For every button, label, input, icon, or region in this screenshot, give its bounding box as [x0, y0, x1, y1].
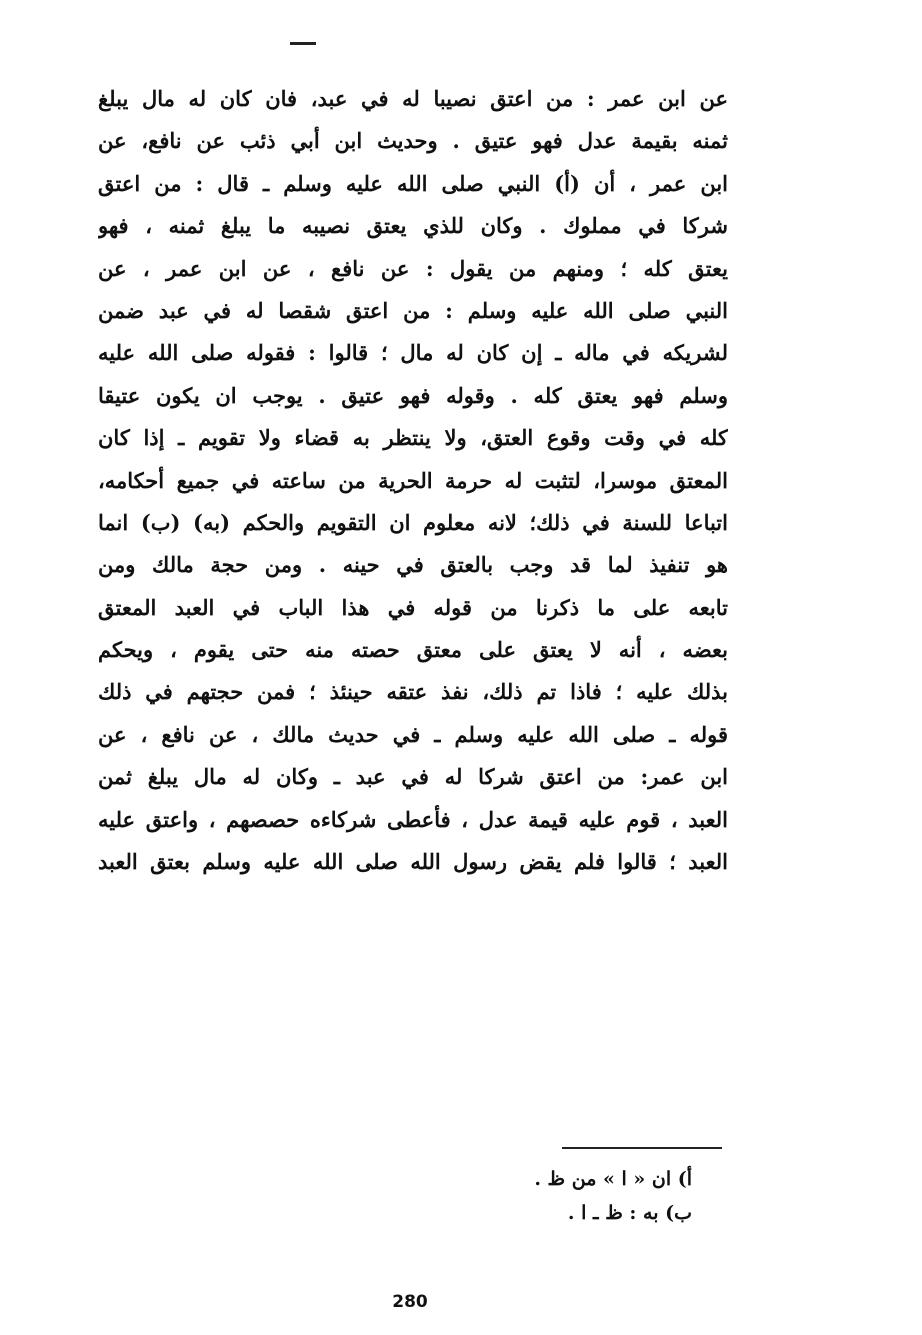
text-line: بذلك عليه ؛ فاذا تم ذلك، نفذ عتقه حينئذ ؛ فمن حجتهم في ذلك: [98, 679, 728, 705]
footnote-divider: [562, 1147, 722, 1149]
top-mark: [290, 42, 316, 45]
text-line: اتباعا للسنة في ذلك؛ لانه معلوم ان التقويم والحكم (به) (ب) انما: [98, 509, 728, 535]
text-line: العبد ؛ قالوا فلم يقض رسول الله صلى الله عليه وسلم بعتق العبد: [98, 849, 728, 875]
text-line: تابعه على ما ذكرنا من قوله في هذا الباب في العبد المعتق: [98, 594, 728, 620]
text-line: لشريكه في ماله ـ إن كان له مال ؛ قالوا : فقوله صلى الله عليه: [98, 340, 728, 366]
body-text: [98, 78, 728, 883]
text-line: ثمنه بقيمة عدل فهو عتيق . وحديث ابن أبي ذئب عن نافع، عن: [98, 128, 728, 154]
text-line: العبد ، قوم عليه قيمة عدل ، فأعطى شركاءه حصصهم ، واعتق عليه: [98, 806, 728, 832]
text-line: عن ابن عمر : من اعتق نصيبا له في عبد، فان كان له مال يبلغ: [98, 86, 728, 111]
text-line: بعضه ، أنه لا يعتق على معتق حصته منه حتى يقوم ، ويحكم: [98, 637, 728, 663]
text-line: ابن عمر ، أن (أ) النبي صلى الله عليه وسلم ـ قال : من اعتق: [98, 170, 728, 196]
page-number: 280: [392, 1292, 428, 1312]
text-line: كله في وقت وقوع العتق، ولا ينتظر به قضاء ولا تقويم ـ إذا كان: [98, 425, 728, 451]
footnote-a: أ) ان « ا » من ظ .: [534, 1168, 692, 1190]
text-line: هو تنفيذ لما قد وجب بالعتق في حينه . ومن حجة مالك ومن: [98, 552, 728, 578]
footnotes: [420, 1162, 692, 1230]
text-line: وسلم فهو يعتق كله . وقوله فهو عتيق . يوجب ان يكون عتيقا: [98, 382, 728, 408]
text-line: يعتق كله ؛ ومنهم من يقول : عن نافع ، عن ابن عمر ، عن: [98, 255, 728, 281]
text-line: المعتق موسرا، لتثبت له حرمة الحرية من ساعته في جميع أحكامه،: [98, 467, 728, 493]
text-line: قوله ـ صلى الله عليه وسلم ـ في حديث مالك ، عن نافع ، عن: [98, 721, 728, 747]
text-line: ابن عمر: من اعتق شركا له في عبد ـ وكان له مال يبلغ ثمن: [98, 764, 728, 790]
text-line: النبي صلى الله عليه وسلم : من اعتق شقصا له في عبد ضمن: [98, 297, 728, 323]
text-line: شركا في مملوك . وكان للذي يعتق نصيبه ما يبلغ ثمنه ، فهو: [98, 213, 728, 239]
footnote-b: ب) به : ظ ـ ا .: [567, 1202, 692, 1224]
